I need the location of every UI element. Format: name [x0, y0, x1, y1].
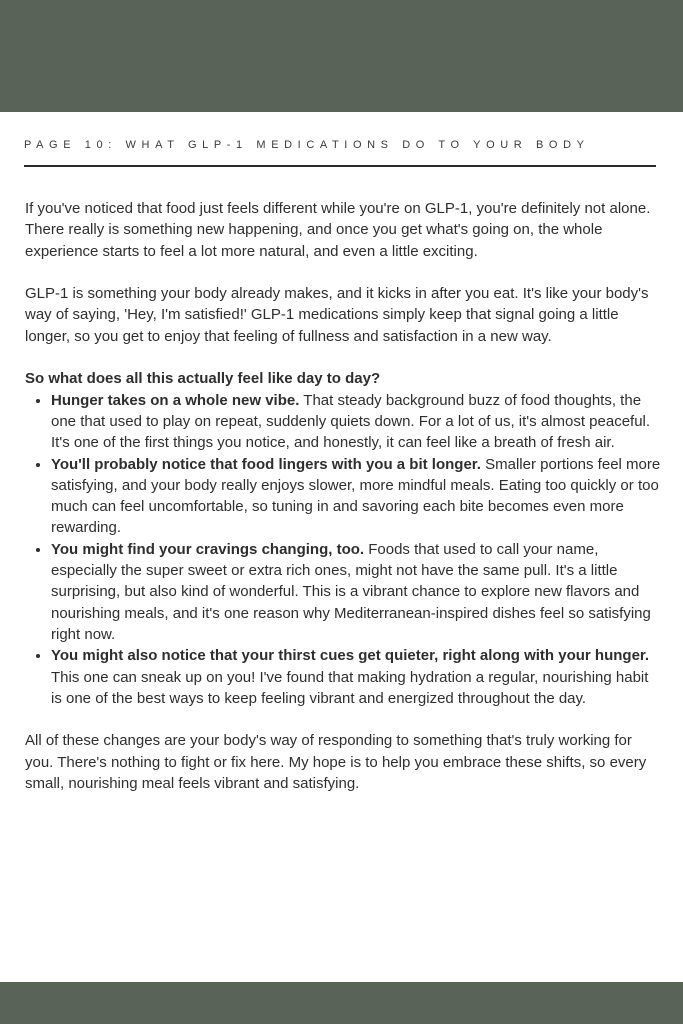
bullet-lead: You might find your cravings changing, too.	[51, 540, 365, 558]
bullet-text: That steady background buzz of food thoughts, the one that used to play on repeat, suddenly quiets down. For a lot of us, it's almost peaceful. It's one of the first things you notice, and honestly, it can feel like a breath of fresh air.	[51, 391, 651, 452]
list-item	[51, 539, 661, 645]
footer-band	[0, 982, 683, 1024]
list-item	[51, 645, 661, 709]
bullet-text: Smaller portions feel more satisfying, and your body really enjoys slower, more mindful meals. Eating too quickly or too much can feel uncomfortable, so tuning in and savoring each bite becomes even more rewarding.	[51, 455, 661, 537]
bullet-lead: You'll probably notice that food lingers with you a bit longer.	[51, 455, 481, 473]
section-question: So what does all this actually feel like day to day?	[25, 370, 381, 388]
list-item	[51, 454, 661, 539]
bullet-text: This one can sneak up on you! I've found that making hydration a regular, nourishing habit is one of the best ways to keep feeling vibrant and energized throughout the day.	[51, 668, 649, 707]
bullet-text: Foods that used to call your name, especially the super sweet or extra rich ones, might not have the same pull. It's a little surprising, but also kind of wonderful. This is a vibrant chance to explore new flavors and nourishing meals, and it's one reason why Mediterranean-inspired dishes feel so satisfying right now.	[51, 540, 651, 643]
closing-paragraph: All of these changes are your body's way of responding to something that's truly working for you. There's nothing to fight or fix here. My hope is to help you embrace these shifts, so every small, nourishing meal feels vibrant and satisfying.	[25, 732, 647, 793]
title-divider	[24, 165, 656, 167]
bullet-lead: You might also notice that your thirst cues get quieter, right along with your hunger.	[51, 647, 650, 665]
intro-paragraph: If you've noticed that food just feels different while you're on GLP-1, you're definitely not alone. There really is something new happening, and once you get what's going on, the whole experience starts to feel a lot more natural, and even a little exciting.	[25, 200, 651, 260]
header-band	[0, 0, 683, 112]
page-title: PAGE 10: WHAT GLP-1 MEDICATIONS DO TO YOUR BODY	[24, 139, 590, 151]
bullet-lead: Hunger takes on a whole new vibe.	[51, 391, 300, 409]
list-item	[51, 390, 661, 454]
article-body	[25, 198, 661, 816]
bullet-list	[25, 390, 661, 709]
intro-paragraph: GLP-1 is something your body already makes, and it kicks in after you eat. It's like your body's way of saying, 'Hey, I'm satisfied!' GLP-1 medications simply keep that signal going a little longer, so you get to enjoy that feeling of fullness and satisfaction in a new way.	[25, 285, 649, 345]
